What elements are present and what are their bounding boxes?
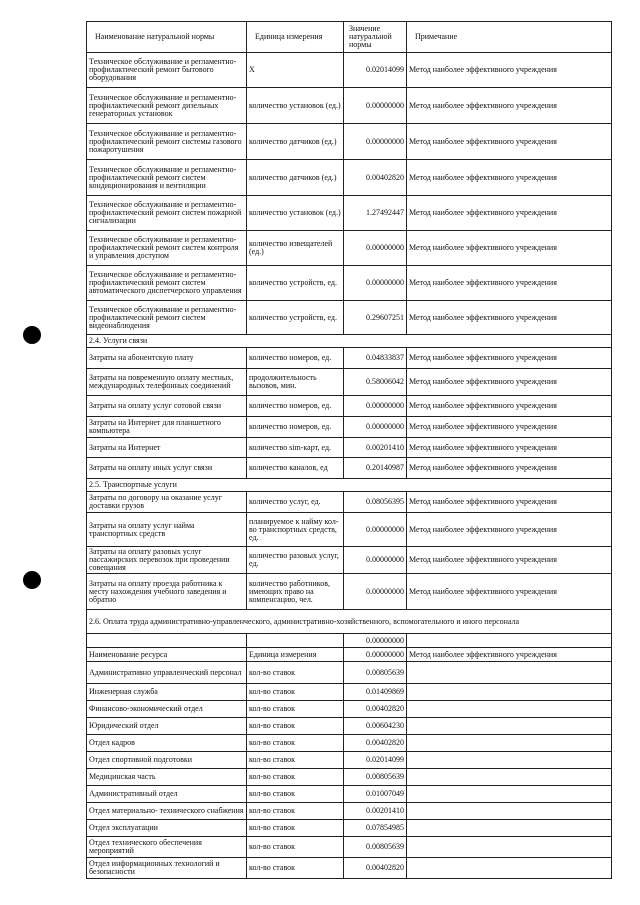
cell-value: 0.01409869 <box>344 684 407 701</box>
cell-name: Затраты на Интернет для планшетного компьютера <box>87 417 247 438</box>
section-title: 2.4. Услуги связи <box>87 335 612 348</box>
table-row <box>87 231 612 266</box>
punch-hole-mark <box>23 571 41 589</box>
cell-unit: кол-во ставок <box>247 769 344 786</box>
table-row <box>87 88 612 124</box>
header-unit: Единица измерения <box>247 22 344 53</box>
cell-unit: количество работников, имеющих право на компенсацию, чел. <box>247 574 344 610</box>
cell-note <box>407 752 612 769</box>
cell-unit: количество извещателей (ед.) <box>247 231 344 266</box>
section-row <box>87 479 612 492</box>
cell-name: Техническое обслуживание и регламентно-профилактический ремонт систем кондиционирования и вентиляции <box>87 160 247 196</box>
cell-value: 0.00000000 <box>344 231 407 266</box>
section-row <box>87 335 612 348</box>
cell-note: Метод наиболее эффективного учреждения <box>407 266 612 301</box>
cell-name: Отдел информационных технологий и безопасности <box>87 858 247 879</box>
cell-name: Медицинская часть <box>87 769 247 786</box>
cell-name: Административно управленческий персонал <box>87 662 247 684</box>
cell-note <box>407 786 612 803</box>
cell-unit: количество установок (ед.) <box>247 88 344 124</box>
section-title: 2.5. Транспортные услуги <box>87 479 612 492</box>
cell-value: 0.00604230 <box>344 718 407 735</box>
table-row <box>87 196 612 231</box>
cell-note <box>407 803 612 820</box>
cell-value: 0.58006042 <box>344 369 407 396</box>
cell-unit <box>247 634 344 648</box>
table-row <box>87 735 612 752</box>
cell-value: 0.00201410 <box>344 438 407 458</box>
table-row <box>87 513 612 547</box>
cell-note: Метод наиболее эффективного учреждения <box>407 124 612 160</box>
cell-note <box>407 684 612 701</box>
cell-note <box>407 701 612 718</box>
table-row <box>87 684 612 701</box>
table-row <box>87 266 612 301</box>
table-row <box>87 348 612 369</box>
header-name: Наименование натуральной нормы <box>87 22 247 53</box>
cell-unit: количество номеров, ед. <box>247 396 344 417</box>
table-row <box>87 53 612 88</box>
cell-name: Техническое обслуживание и регламентно-профилактический ремонт дизельных генераторных установок <box>87 88 247 124</box>
cell-note: Метод наиболее эффективного учреждения <box>407 196 612 231</box>
cell-name: Техническое обслуживание и регламентно-профилактический ремонт систем автоматического диспетчерского управления <box>87 266 247 301</box>
cell-unit: количество номеров, ед. <box>247 348 344 369</box>
cell-value: 1.27492447 <box>344 196 407 231</box>
cell-note <box>407 837 612 858</box>
cell-unit: количество услуг, ед. <box>247 492 344 513</box>
cell-name: Отдел технического обеспечения мероприятий <box>87 837 247 858</box>
table-row <box>87 160 612 196</box>
cell-unit: кол-во ставок <box>247 662 344 684</box>
table-row <box>87 648 612 662</box>
cell-value: 0.20140987 <box>344 458 407 479</box>
cell-name: Техническое обслуживание и регламентно-профилактический ремонт бытового оборудования <box>87 53 247 88</box>
cell-unit: количество установок (ед.) <box>247 196 344 231</box>
cell-name: Затраты на оплату разовых услуг пассажирских перевозок при проведении совещания <box>87 547 247 574</box>
cell-name: Юридический отдел <box>87 718 247 735</box>
table-row <box>87 803 612 820</box>
cell-note <box>407 769 612 786</box>
cell-note: Метод наиболее эффективного учреждения <box>407 438 612 458</box>
cell-name: Затраты на оплату иных услуг связи <box>87 458 247 479</box>
cell-name <box>87 634 247 648</box>
cell-value: 0.00000000 <box>344 266 407 301</box>
norms-table <box>86 21 612 879</box>
table-row <box>87 417 612 438</box>
cell-note: Метод наиболее эффективного учреждения <box>407 648 612 662</box>
cell-note: Метод наиболее эффективного учреждения <box>407 369 612 396</box>
cell-note <box>407 634 612 648</box>
table-row <box>87 396 612 417</box>
section-row <box>87 610 612 634</box>
cell-unit: количество устройств, ед. <box>247 301 344 335</box>
cell-unit: количество каналов, ед <box>247 458 344 479</box>
cell-value: 0.00000000 <box>344 648 407 662</box>
cell-note <box>407 735 612 752</box>
cell-name: Финансово-экономический отдел <box>87 701 247 718</box>
cell-name: Отдел эксплуатации <box>87 820 247 837</box>
cell-note: Метод наиболее эффективного учреждения <box>407 492 612 513</box>
table-row <box>87 301 612 335</box>
table-row <box>87 701 612 718</box>
cell-note: Метод наиболее эффективного учреждения <box>407 88 612 124</box>
cell-unit: кол-во ставок <box>247 735 344 752</box>
cell-unit: кол-во ставок <box>247 718 344 735</box>
cell-value: 0.00201410 <box>344 803 407 820</box>
cell-value: 0.00402820 <box>344 735 407 752</box>
cell-value: 0.00402820 <box>344 858 407 879</box>
cell-unit: кол-во ставок <box>247 752 344 769</box>
cell-value: 0.00000000 <box>344 417 407 438</box>
cell-name: Отдел спортивной подготовки <box>87 752 247 769</box>
table-header-row <box>87 22 612 53</box>
cell-value: 0.01007049 <box>344 786 407 803</box>
punch-hole-mark <box>23 326 41 344</box>
cell-unit: количество устройств, ед. <box>247 266 344 301</box>
table-row <box>87 124 612 160</box>
cell-note: Метод наиболее эффективного учреждения <box>407 513 612 547</box>
cell-name: Административный отдел <box>87 786 247 803</box>
cell-note: Метод наиболее эффективного учреждения <box>407 231 612 266</box>
table-row <box>87 752 612 769</box>
cell-value: 0.00805639 <box>344 769 407 786</box>
cell-unit: планируемое к найму кол-во транспортных средств, ед. <box>247 513 344 547</box>
cell-value: 0.04833837 <box>344 348 407 369</box>
cell-value: 0.29607251 <box>344 301 407 335</box>
cell-name: Затраты на повременную оплату местных, международных телефонных соединений <box>87 369 247 396</box>
cell-note <box>407 858 612 879</box>
header-value: Значение натуральной нормы <box>344 22 407 53</box>
cell-name: Техническое обслуживание и регламентно-профилактический ремонт систем пожарной сигнализации <box>87 196 247 231</box>
cell-note: Метод наиболее эффективного учреждения <box>407 160 612 196</box>
cell-unit: кол-во ставок <box>247 701 344 718</box>
cell-unit: количество sim-карт, ед. <box>247 438 344 458</box>
cell-value: 0.00000000 <box>344 634 407 648</box>
cell-name: Инженерная служба <box>87 684 247 701</box>
table-row <box>87 438 612 458</box>
cell-value: 0.00805639 <box>344 662 407 684</box>
cell-value: 0.02014099 <box>344 53 407 88</box>
table-row <box>87 820 612 837</box>
cell-note: Метод наиболее эффективного учреждения <box>407 547 612 574</box>
cell-unit: Х <box>247 53 344 88</box>
cell-value: 0.00402820 <box>344 160 407 196</box>
cell-unit: кол-во ставок <box>247 837 344 858</box>
table-row <box>87 458 612 479</box>
cell-value: 0.00402820 <box>344 701 407 718</box>
cell-note: Метод наиболее эффективного учреждения <box>407 417 612 438</box>
table-row <box>87 837 612 858</box>
cell-unit: количество разовых услуг, ед. <box>247 547 344 574</box>
cell-value: 0.07854985 <box>344 820 407 837</box>
table-row <box>87 492 612 513</box>
header-note: Примечание <box>407 22 612 53</box>
cell-value: 0.00000000 <box>344 396 407 417</box>
cell-unit: кол-во ставок <box>247 684 344 701</box>
table-row <box>87 634 612 648</box>
cell-note: Метод наиболее эффективного учреждения <box>407 301 612 335</box>
cell-note: Метод наиболее эффективного учреждения <box>407 458 612 479</box>
cell-value: 0.00000000 <box>344 88 407 124</box>
cell-note: Метод наиболее эффективного учреждения <box>407 53 612 88</box>
cell-value: 0.00000000 <box>344 513 407 547</box>
cell-unit: кол-во ставок <box>247 803 344 820</box>
cell-unit: количество номеров, ед. <box>247 417 344 438</box>
cell-name: Техническое обслуживание и регламентно-профилактический ремонт систем контроля и управления доступом <box>87 231 247 266</box>
cell-name: Наименование ресурса <box>87 648 247 662</box>
table-row <box>87 547 612 574</box>
cell-value: 0.00805639 <box>344 837 407 858</box>
cell-note <box>407 718 612 735</box>
cell-name: Затраты на абонентскую плату <box>87 348 247 369</box>
table-row <box>87 858 612 879</box>
cell-unit: кол-во ставок <box>247 858 344 879</box>
cell-unit: количество датчиков (ед.) <box>247 160 344 196</box>
cell-unit: продолжительность вызовов, мин. <box>247 369 344 396</box>
cell-name: Затраты на Интернет <box>87 438 247 458</box>
cell-value: 0.08056395 <box>344 492 407 513</box>
cell-value: 0.00000000 <box>344 574 407 610</box>
cell-name: Отдел кадров <box>87 735 247 752</box>
table-row <box>87 769 612 786</box>
cell-note: Метод наиболее эффективного учреждения <box>407 574 612 610</box>
cell-note: Метод наиболее эффективного учреждения <box>407 396 612 417</box>
cell-name: Техническое обслуживание и регламентно-профилактический ремонт систем видеонаблюдения <box>87 301 247 335</box>
cell-note: Метод наиболее эффективного учреждения <box>407 348 612 369</box>
table-row <box>87 369 612 396</box>
table-row <box>87 662 612 684</box>
cell-name: Затраты на оплату проезда работника к месту нахождения учебного заведения и обратно <box>87 574 247 610</box>
cell-unit: количество датчиков (ед.) <box>247 124 344 160</box>
section-title: 2.6. Оплата труда административно-управленческого, административно-хозяйственного, вспомогательного и иного персонала <box>87 610 612 634</box>
cell-unit: кол-во ставок <box>247 786 344 803</box>
cell-name: Затраты по договору на оказание услуг доставки грузов <box>87 492 247 513</box>
table-row <box>87 718 612 735</box>
cell-note <box>407 662 612 684</box>
table-row <box>87 786 612 803</box>
cell-unit: Единица измерения <box>247 648 344 662</box>
cell-name: Затраты на оплату услуг сотовой связи <box>87 396 247 417</box>
cell-value: 0.02014099 <box>344 752 407 769</box>
cell-name: Техническое обслуживание и регламентно-профилактический ремонт системы газового пожаротушения <box>87 124 247 160</box>
cell-value: 0.00000000 <box>344 124 407 160</box>
table-row <box>87 574 612 610</box>
cell-name: Отдел материально- технического снабжения <box>87 803 247 820</box>
cell-value: 0.00000000 <box>344 547 407 574</box>
cell-unit: кол-во ставок <box>247 820 344 837</box>
cell-note <box>407 820 612 837</box>
cell-name: Затраты на оплату услуг найма транспортных средств <box>87 513 247 547</box>
